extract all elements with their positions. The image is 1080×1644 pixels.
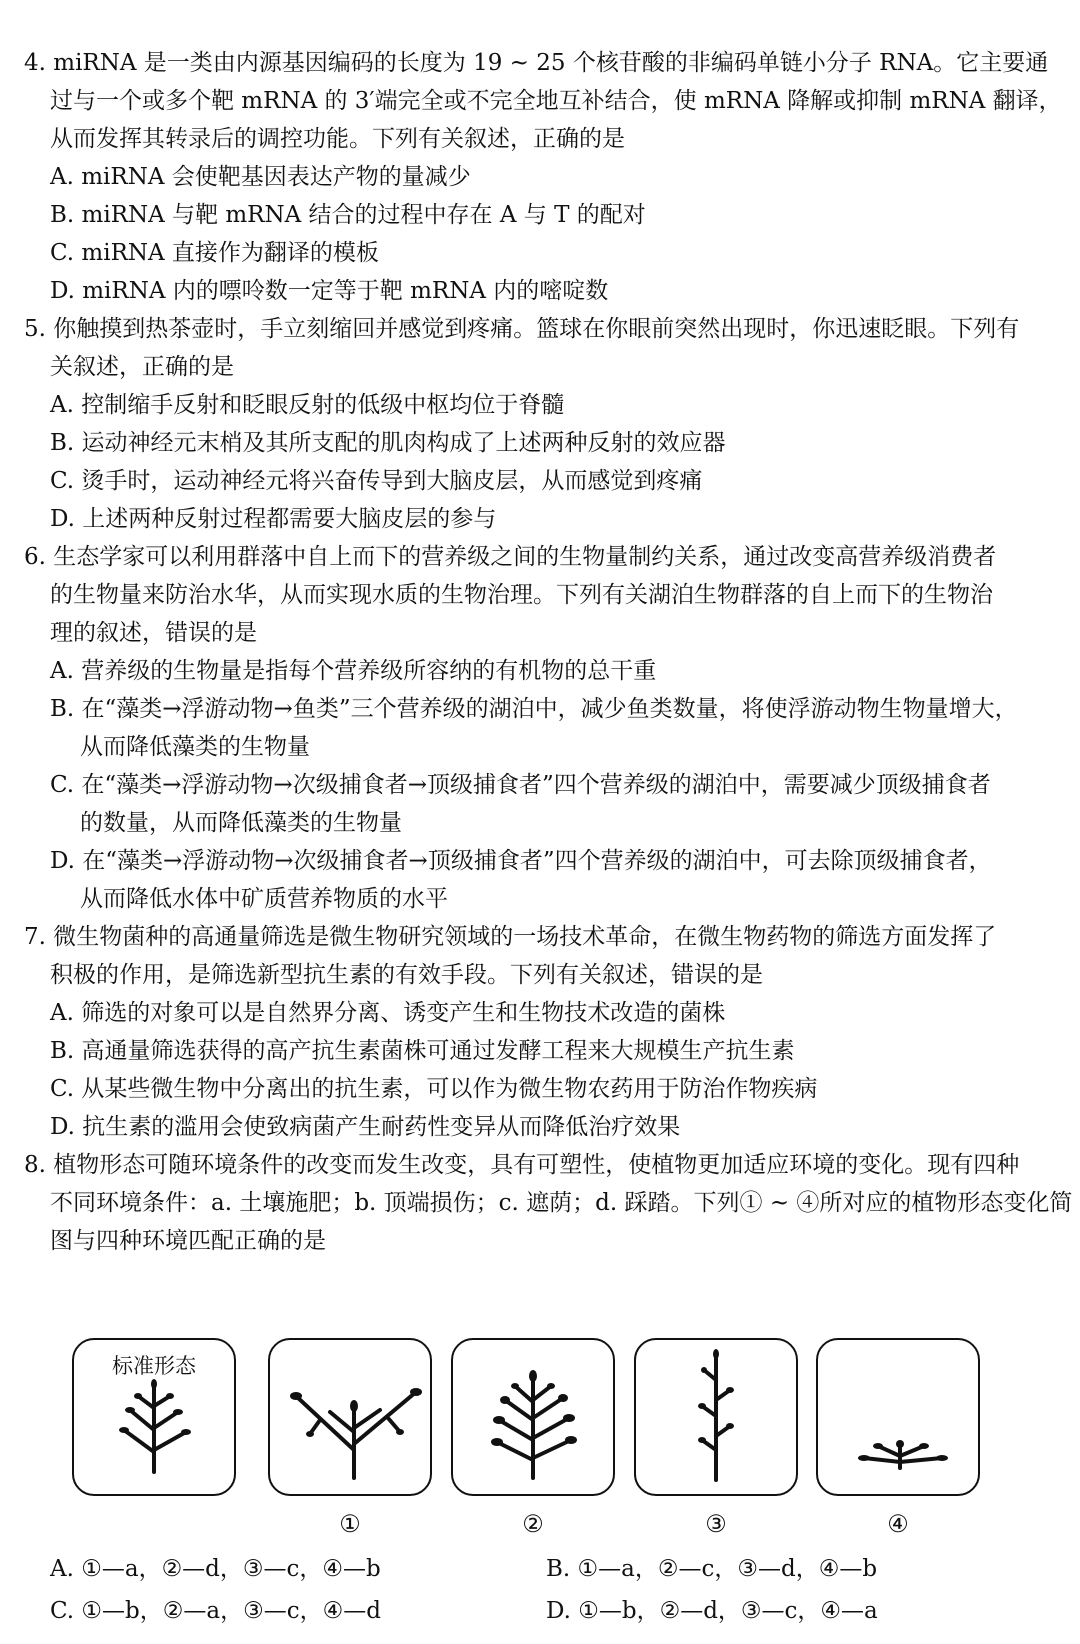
q4-stem-line-1: 4. miRNA 是一类由内源基因编码的长度为 19 ~ 25 个核苷酸的非编码单链小分子 RNA。它主要通 (24, 50, 1049, 76)
plant-panel-1 (268, 1338, 432, 1496)
q8-option-a: A. ①—a，②—d，③—c，④—b (50, 1556, 381, 1582)
q8-stem-line-1: 8. 植物形态可随环境条件的改变而发生改变，具有可塑性，使植物更加适应环境的变化。现有四种 (24, 1152, 1020, 1178)
q6-option-b-cont: 从而降低藻类的生物量 (80, 734, 310, 760)
figure-number-3: ③ (705, 1510, 727, 1538)
q5-option-a: A. 控制缩手反射和眨眼反射的低级中枢均位于脊髓 (50, 392, 565, 418)
q6-option-a: A. 营养级的生物量是指每个营养级所容纳的有机物的总干重 (50, 658, 657, 684)
q4-option-c: C. miRNA 直接作为翻译的模板 (50, 240, 379, 266)
plant-drawing-1 (270, 1340, 430, 1494)
q7-option-a: A. 筛选的对象可以是自然界分离、诱变产生和生物技术改造的菌株 (50, 1000, 726, 1026)
q6-option-b: B. 在“藻类→浮游动物→鱼类”三个营养级的湖泊中，减少鱼类数量，将使浮游动物生物量增大， (50, 696, 1018, 722)
q7-option-c: C. 从某些微生物中分离出的抗生素，可以作为微生物农药用于防治作物疾病 (50, 1076, 818, 1102)
q4-option-a: A. miRNA 会使靶基因表达产物的量减少 (50, 164, 471, 190)
plant-panel-4 (816, 1338, 980, 1496)
q6-stem-line-2: 的生物量来防治水华，从而实现水质的生物治理。下列有关湖泊生物群落的自上而下的生物治 (50, 582, 993, 608)
q4-option-b: B. miRNA 与靶 mRNA 结合的过程中存在 A 与 T 的配对 (50, 202, 646, 228)
q5-option-c: C. 烫手时，运动神经元将兴奋传导到大脑皮层，从而感觉到疼痛 (50, 468, 703, 494)
plant-morphology-figure (72, 1338, 1080, 1538)
figure-number-2: ② (522, 1510, 544, 1538)
plant-panel-3 (634, 1338, 798, 1496)
q6-stem-line-1: 6. 生态学家可以利用群落中自上而下的营养级之间的生物量制约关系，通过改变高营养级消费者 (24, 544, 997, 570)
q7-option-d: D. 抗生素的滥用会使致病菌产生耐药性变异从而降低治疗效果 (50, 1114, 681, 1140)
q6-stem-line-3: 理的叙述，错误的是 (50, 620, 257, 646)
standard-plant-label: 标准形态 (112, 1354, 196, 1378)
q6-option-d: D. 在“藻类→浮游动物→次级捕食者→顶级捕食者”四个营养级的湖泊中，可去除顶级捕食者， (50, 848, 992, 874)
q7-stem-line-2: 积极的作用，是筛选新型抗生素的有效手段。下列有关叙述，错误的是 (50, 962, 763, 988)
q8-option-d: D. ①—b，②—d，③—c，④—a (546, 1598, 878, 1624)
standard-plant-panel (72, 1338, 236, 1496)
q6-option-c-cont: 的数量，从而降低藻类的生物量 (80, 810, 402, 836)
standard-plant-drawing (74, 1340, 234, 1494)
q6-option-c: C. 在“藻类→浮游动物→次级捕食者→顶级捕食者”四个营养级的湖泊中，需要减少顶级捕食者 (50, 772, 991, 798)
q4-stem-line-3: 从而发挥其转录后的调控功能。下列有关叙述，正确的是 (50, 126, 625, 152)
q5-stem-line-2: 关叙述，正确的是 (50, 354, 234, 380)
q5-option-b: B. 运动神经元末梢及其所支配的肌肉构成了上述两种反射的效应器 (50, 430, 726, 456)
q5-option-d: D. 上述两种反射过程都需要大脑皮层的参与 (50, 506, 497, 532)
plant-drawing-4 (818, 1340, 978, 1494)
plant-drawing-2 (453, 1340, 613, 1494)
figure-number-1: ① (339, 1510, 361, 1538)
q7-option-b: B. 高通量筛选获得的高产抗生素菌株可通过发酵工程来大规模生产抗生素 (50, 1038, 795, 1064)
plant-drawing-3 (636, 1340, 796, 1494)
q8-option-c: C. ①—b，②—a，③—c，④—d (50, 1598, 381, 1624)
q4-stem-line-2: 过与一个或多个靶 mRNA 的 3′端完全或不完全地互补结合，使 mRNA 降解或抑制 mRNA 翻译， (50, 88, 1062, 114)
q8-stem-line-3: 图与四种环境匹配正确的是 (50, 1228, 326, 1254)
plant-panel-2 (451, 1338, 615, 1496)
q5-stem-line-1: 5. 你触摸到热茶壶时，手立刻缩回并感觉到疼痛。篮球在你眼前突然出现时，你迅速眨眼。下列有 (24, 316, 1020, 342)
q8-stem-line-2: 不同环境条件：a. 土壤施肥；b. 顶端损伤；c. 遮荫；d. 踩踏。下列① ~ ④所对应的植物形态变化简 (50, 1190, 1073, 1216)
q6-option-d-cont: 从而降低水体中矿质营养物质的水平 (80, 886, 448, 912)
q4-option-d: D. miRNA 内的嘌呤数一定等于靶 mRNA 内的嘧啶数 (50, 278, 609, 304)
q8-option-b: B. ①—a，②—c，③—d，④—b (546, 1556, 878, 1582)
q7-stem-line-1: 7. 微生物菌种的高通量筛选是微生物研究领域的一场技术革命，在微生物药物的筛选方面发挥了 (24, 924, 997, 950)
figure-number-4: ④ (887, 1510, 909, 1538)
